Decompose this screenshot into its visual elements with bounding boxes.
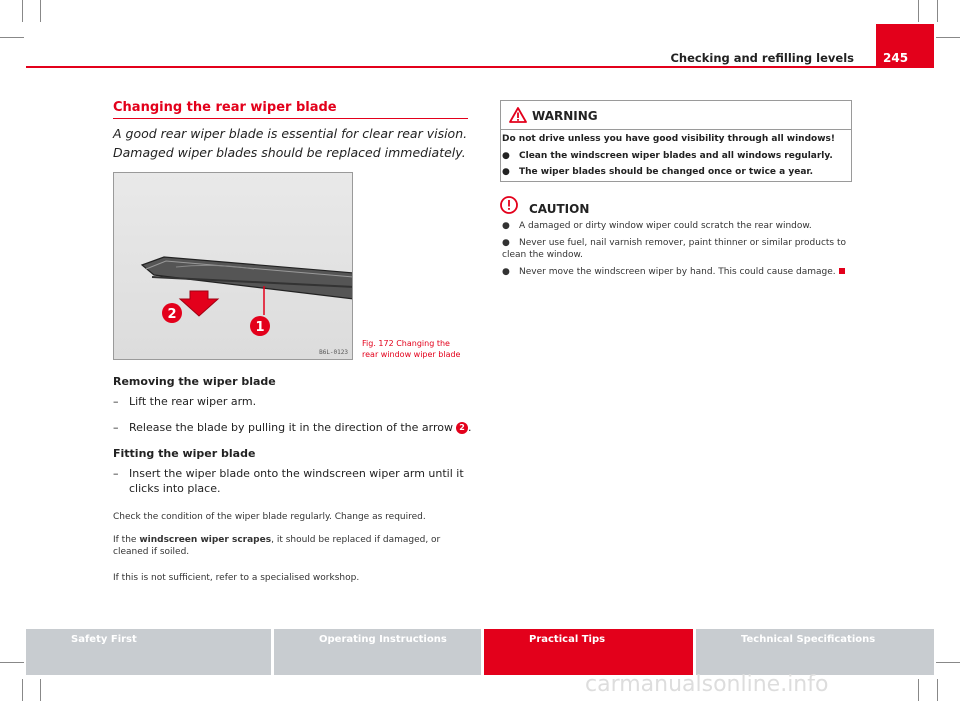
pull-arrow-icon xyxy=(180,291,218,316)
figure-code: B6L-0123 xyxy=(319,349,348,356)
caution-circle-icon xyxy=(500,196,518,214)
crop-mark xyxy=(918,0,919,22)
crop-mark xyxy=(22,679,23,701)
caution-item xyxy=(502,220,854,232)
bullet: ● xyxy=(502,151,510,161)
wiper-figure xyxy=(113,172,353,360)
removing-step-1-text: Lift the rear wiper arm. xyxy=(129,395,257,408)
tab-operating-instructions[interactable]: Operating Instructions xyxy=(274,629,481,675)
note-scrapes-bold: windscreen wiper scrapes xyxy=(139,535,272,545)
figure-caption: Fig. 172 Changing the rear window wiper blade xyxy=(362,339,461,359)
crop-mark xyxy=(0,37,24,38)
removing-step-1 xyxy=(113,394,473,409)
removing-step-2 xyxy=(113,420,473,435)
note-workshop: If this is not sufficient, refer to a specialised workshop. xyxy=(113,573,360,583)
section-title: Changing the rear wiper blade xyxy=(113,100,337,115)
warning-item xyxy=(502,167,813,177)
step-dash: – xyxy=(113,467,119,480)
tab-practical-tips[interactable]: Practical Tips xyxy=(484,629,693,675)
wiper-illustration xyxy=(114,173,353,360)
caution-item xyxy=(502,266,854,278)
crop-mark xyxy=(937,679,938,701)
caution-title: CAUTION xyxy=(529,202,590,216)
fitting-step-1 xyxy=(113,466,473,496)
caution-item-text: A damaged or dirty window wiper could scratch the rear window. xyxy=(519,221,812,231)
step-ref-badge: 2 xyxy=(456,422,468,434)
crop-mark xyxy=(40,679,41,701)
tab-technical-specifications[interactable]: Technical Specifications xyxy=(696,629,934,675)
warning-triangle-icon xyxy=(509,107,527,123)
note-scrapes-pre: If the xyxy=(113,535,140,545)
caution-item-text: Never move the windscreen wiper by hand. This could cause damage. xyxy=(519,267,836,277)
header-rule xyxy=(26,66,934,68)
bullet: ● xyxy=(502,167,510,177)
page-number: 245 xyxy=(876,24,934,68)
warning-title: WARNING xyxy=(532,109,598,123)
crop-mark xyxy=(918,679,919,701)
crop-mark xyxy=(40,0,41,22)
end-of-section-mark xyxy=(839,268,845,274)
crop-mark xyxy=(0,662,24,663)
warning-item xyxy=(502,151,833,161)
note-scrapes xyxy=(113,534,468,558)
crop-mark xyxy=(936,37,960,38)
caution-item-text: Never use fuel, nail varnish remover, paint thinner or similar products to clean the window. xyxy=(502,238,847,260)
note-check: Check the condition of the wiper blade regularly. Change as required. xyxy=(113,512,426,522)
running-header: Checking and refilling levels xyxy=(670,51,854,65)
step-dash: – xyxy=(113,395,119,408)
note-scrapes-post: , it should be replaced if damaged, or cleaned if soiled. xyxy=(113,535,441,557)
warning-lead: Do not drive unless you have good visibility through all windows! xyxy=(502,134,835,144)
tab-safety-first[interactable]: Safety First xyxy=(26,629,271,675)
caution-item xyxy=(502,237,854,261)
bullet: ● xyxy=(502,238,510,248)
removing-step-2-end: . xyxy=(467,421,472,434)
warning-header xyxy=(501,101,851,130)
warning-item-text: Clean the windscreen wiper blades and all windows regularly. xyxy=(519,151,833,161)
bullet: ● xyxy=(502,221,510,231)
warning-item-text: The wiper blades should be changed once or twice a year. xyxy=(519,167,813,177)
footer-nav xyxy=(26,629,934,675)
crop-mark xyxy=(22,0,23,22)
bullet: ● xyxy=(502,267,510,277)
removing-heading: Removing the wiper blade xyxy=(113,375,276,388)
section-intro: A good rear wiper blade is essential for clear rear vision. Damaged wiper blades should be replaced immediately. xyxy=(113,126,468,160)
crop-mark xyxy=(936,662,960,663)
fitting-heading: Fitting the wiper blade xyxy=(113,447,256,460)
removing-step-2-text: Release the blade by pulling it in the direction of the arrow xyxy=(129,421,453,434)
callout-2-label: 2 xyxy=(167,307,177,322)
fitting-step-1-text: Insert the wiper blade onto the windscreen wiper arm until it clicks into place. xyxy=(129,467,464,495)
watermark: carmanualsonline.info xyxy=(585,672,829,697)
callout-1-label: 1 xyxy=(255,320,265,335)
section-rule xyxy=(113,118,468,119)
step-dash: – xyxy=(113,421,119,434)
crop-mark xyxy=(937,0,938,22)
